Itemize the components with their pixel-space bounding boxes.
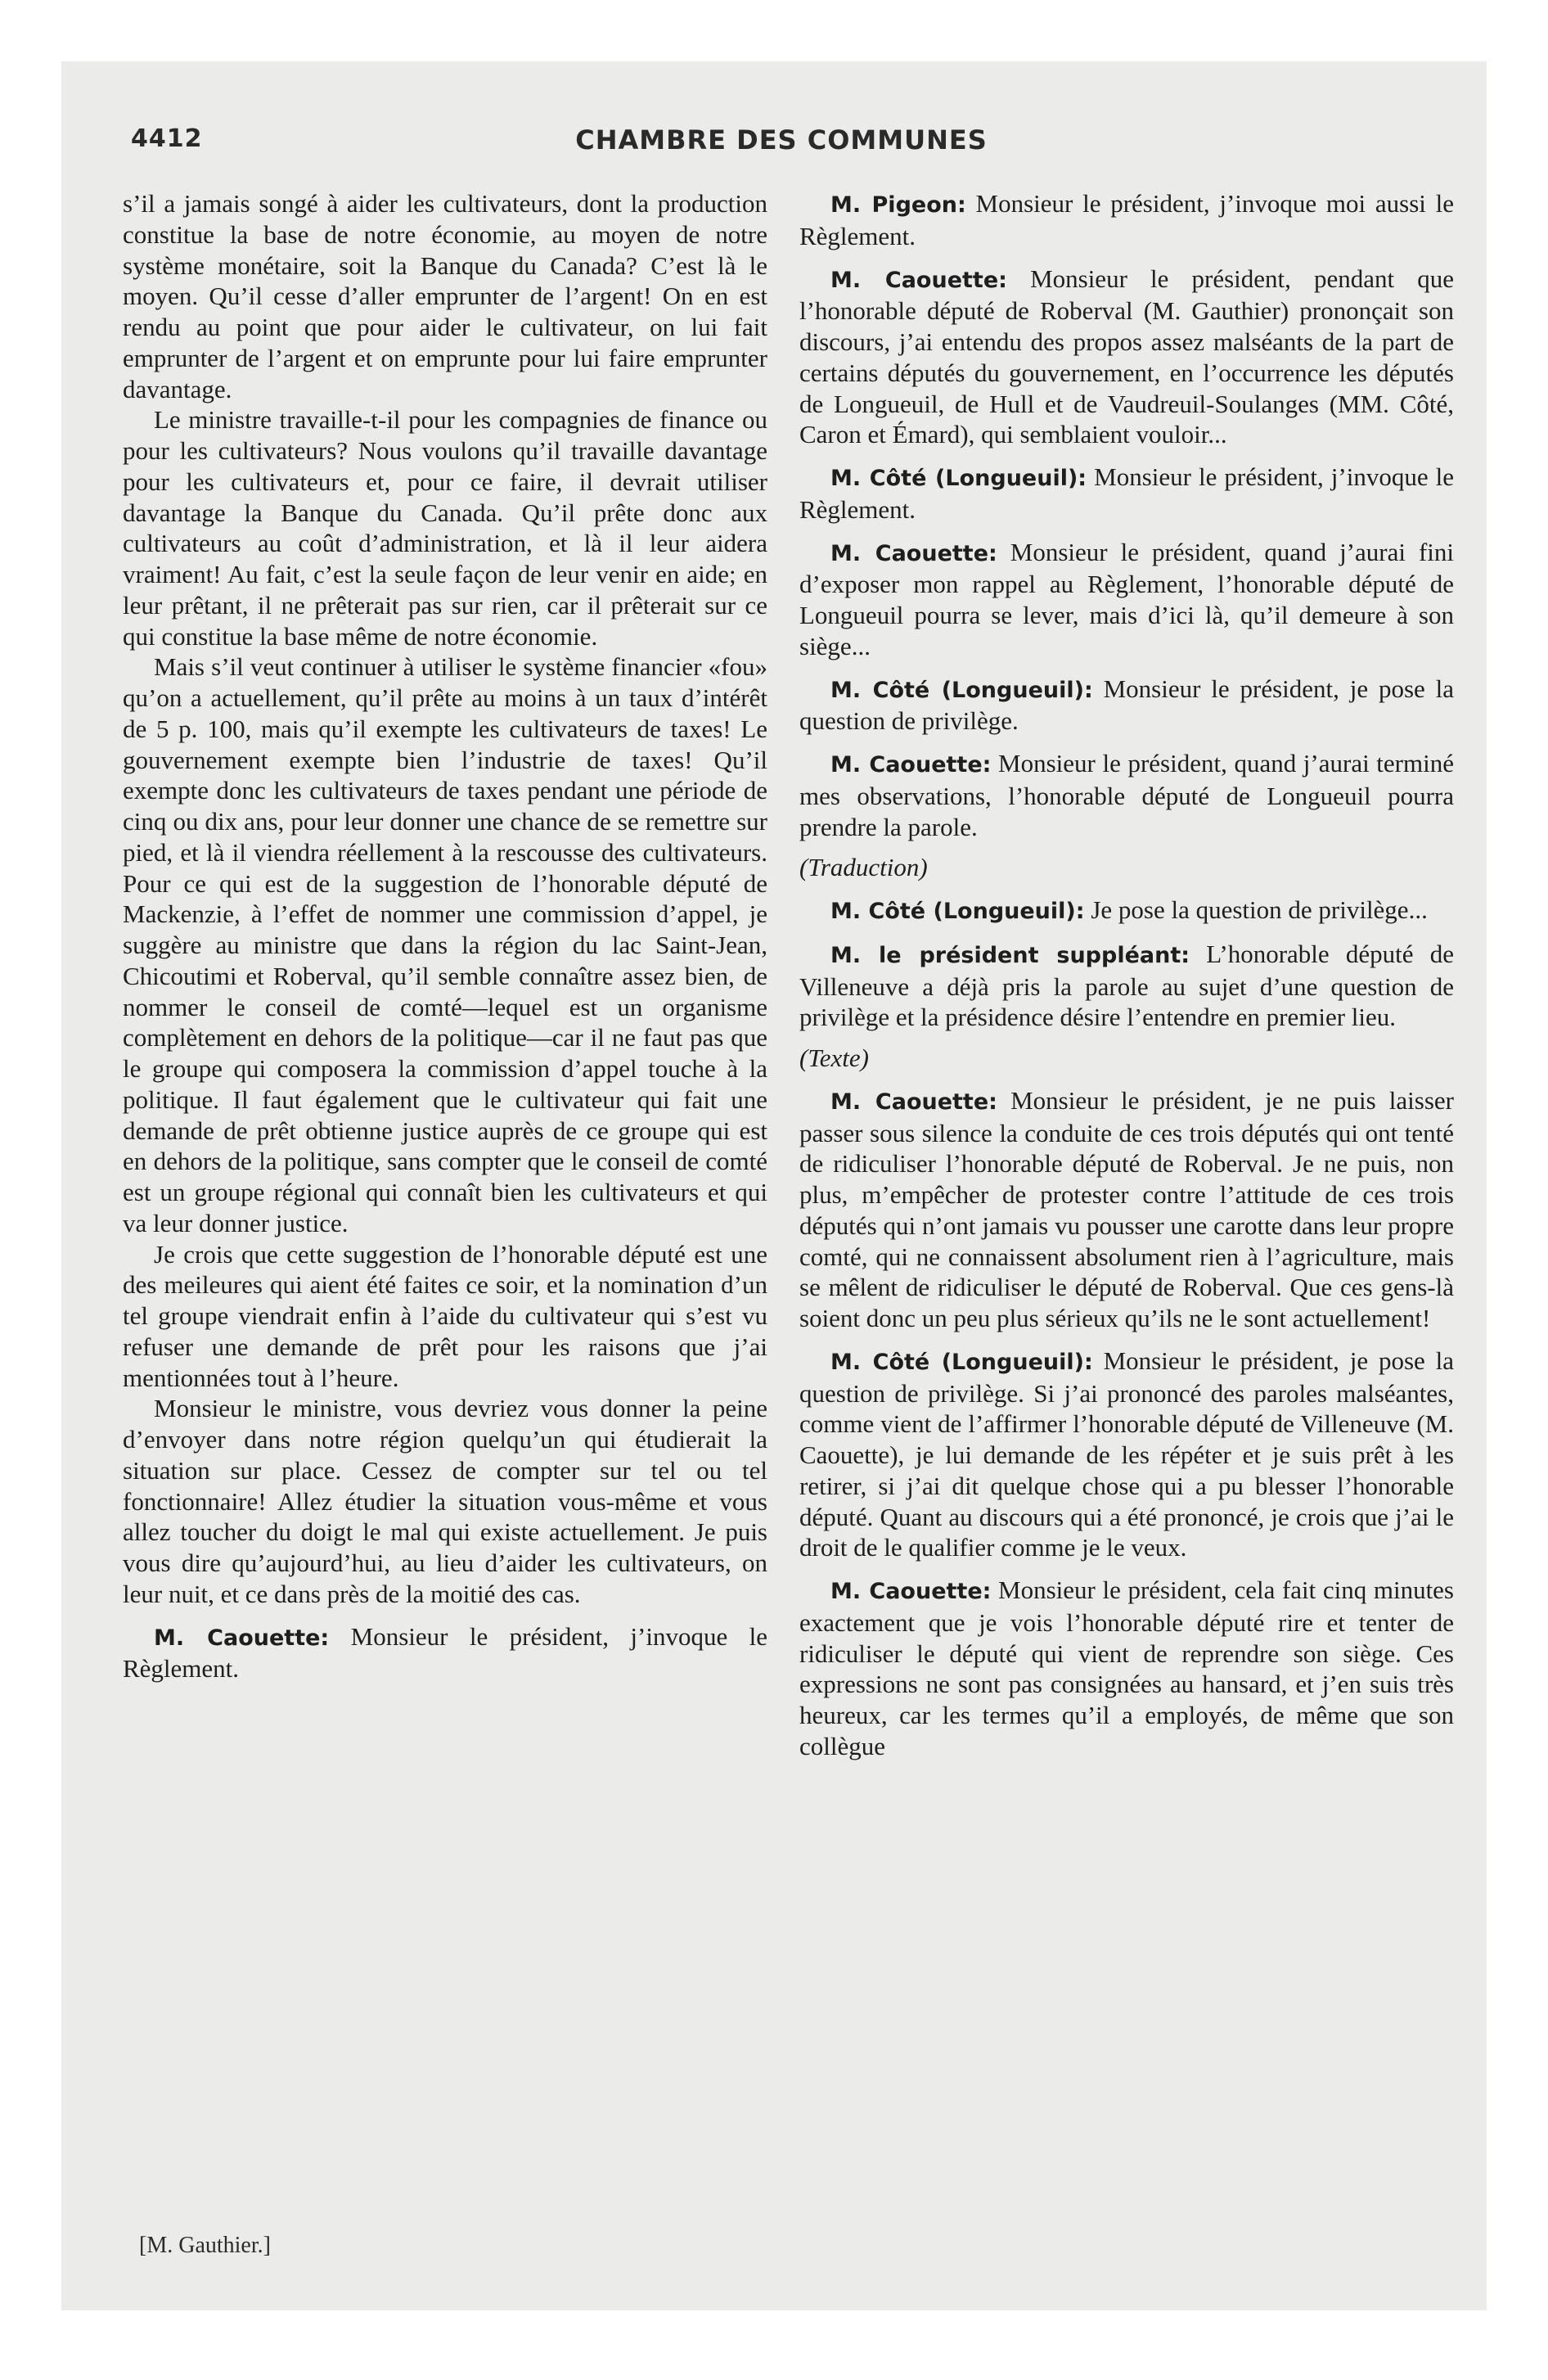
speech	[799, 537, 1454, 662]
paragraph: Monsieur le ministre, vous devriez vous donner la peine d’envoyer dans notre région quelqu’un qui étudierait la situation sur place. Cessez de compter sur tel ou tel fonctionnaire! Allez étudier la situation vous-même et vous allez toucher du doigt le mal qui existe actuellement. Je puis vous dire qu’aujourd’hui, au lieu d’aider les cultivateurs, on leur nuit, et ce dans près de la moitié des cas.	[123, 1394, 767, 1608]
speaker-name: M. Caouette:	[830, 540, 997, 566]
speech-text: Monsieur le président, j’invoque moi aussi le Règlement.	[799, 189, 1455, 250]
paragraph: Mais s’il veut continuer à utiliser le système financier «fou» qu’on a actuellement, qu’il prête au moins à un taux d’intérêt de 5 p. 100, mais qu’il exempte les cultivateurs de taxes! Le gouvernement exempte bien l’industrie de taxes! Qu’il exempte donc les cultivateurs de taxes pendant une période de cinq ou dix ans, pour leur donner une chance de se remettre sur pied, et là il viendra réellement à la rescousse des cultivateurs. Pour ce qui est de la suggestion de l’honorable député de Mackenzie, à l’effet de nommer une commission d’appel, je suggère au ministre que dans la région du lac Saint-Jean, Chicoutimi et Roberval, qu’il semble connaître assez bien, de nommer le conseil de comté—lequel est un organisme complètement en dehors de la politique—car il ne faut pas que le groupe qui composera la commission d’appel touche à la politique. Il faut également que le cultivateur qui fait une demande de prêt obtienne justice auprès de ce groupe qui est en dehors de la politique, sans compter que le conseil de comté est un groupe régional qui connaît bien les cultivateurs et qui va leur donner justice.	[123, 652, 767, 1237]
speech	[799, 264, 1454, 451]
section-label: (Traduction)	[799, 853, 928, 882]
speech	[799, 895, 1454, 927]
paragraph: s’il a jamais songé à aider les cultivateurs, dont la production constitue la base de notre économie, au moyen de notre système monétaire, soit la Banque du Canada? C’est là le moyen. Qu’il cesse d’aller emprunter de l’argent! On en est rendu au point que pour aider le cultivateur, on lui fait emprunter de l’argent et on emprunte pour lui faire emprunter davantage.	[123, 189, 767, 403]
speaker-name: M. Caouette:	[830, 752, 992, 778]
footer-note: [M. Gauthier.]	[139, 2233, 271, 2258]
speech-text: Monsieur le président, je pose la question de privilège. Si j’ai prononcé des paroles malséantes, comme vient de l’affirmer l’honorable député de Villeneuve (M. Caouette), je lui demande de les répéter et je suis prêt à les retirer, si j’ai dit quelque chose qui a pu blesser l’honorable député. Quant au discours qui a été prononcé, je crois que j’ai le droit de le qualifier comme je le veux.	[799, 1346, 1454, 1562]
speech-text: Monsieur le président, quand j’aurai fini d’exposer mon rappel au Règlement, l’honorable député de Longueuil pourra se lever, mais d’ici là, qu’il demeure à son siège...	[799, 537, 1454, 660]
speech	[799, 462, 1454, 525]
left-column	[123, 188, 767, 1684]
speaker-name: M. Caouette:	[154, 1625, 330, 1651]
speaker-name: M. le président suppléant:	[830, 942, 1190, 968]
right-column	[799, 188, 1454, 1762]
speech-text: Monsieur le président, j’invoque le Règlement.	[123, 1621, 767, 1684]
speech-text: L’honorable député de Villeneuve a déjà pris la parole au sujet d’une question de privilège et la présidence désire l’entendre en premier lieu.	[799, 939, 1454, 1032]
speech	[799, 748, 1454, 842]
speaker-name: M. Côté (Longueuil):	[830, 899, 1085, 924]
speech	[123, 1621, 767, 1685]
speech	[799, 674, 1454, 737]
speech-text: Monsieur le président, quand j’aurai terminé mes observations, l’honorable député de Longueuil pourra prendre la parole.	[799, 749, 1454, 841]
speech-text: Monsieur le président, cela fait cinq minutes exactement que je vois l’honorable député rire et tenter de ridiculiser le député qui vient de reprendre son siège. Ces expressions ne sont pas consignées au hansard, et j’en suis très heureux, car les termes qu’il a employés, de même que son collègue	[799, 1575, 1455, 1760]
paragraph: Le ministre travaille-t-il pour les compagnies de finance ou pour les cultivateurs? Nous voulons qu’il travaille davantage pour les cultivateurs et, pour ce faire, il devrait utiliser davantage la Banque du Canada. Qu’il prête donc aux cultivateurs au coût d’administration, et là il leur aidera vraiment! Au fait, c’est la seule façon de leur venir en aide; en leur prêtant, il ne prêterait pas sur rien, car il prêterait sur ce qui constitue la base même de notre économie.	[123, 405, 767, 651]
speech-text: Monsieur le président, pendant que l’honorable député de Roberval (M. Gauthier) prononçait son discours, j’ai entendu des propos assez malséants de la part de certains députés du gouvernement, en l’occurrence les députés de Longueuil, de Hull et de Vaudreuil-Soulanges (MM. Côté, Caron et Émard), qui semblaient vouloir...	[799, 264, 1454, 449]
speech	[799, 1346, 1454, 1563]
speaker-name: M. Pigeon:	[830, 192, 966, 218]
speech	[799, 1575, 1454, 1762]
speech	[799, 1085, 1454, 1334]
speaker-name: M. Caouette:	[830, 1089, 997, 1115]
speaker-name: M. Côté (Longueuil):	[830, 1349, 1093, 1375]
running-head: CHAMBRE DES COMMUNES	[575, 124, 988, 156]
speaker-name: M. Côté (Longueuil):	[830, 677, 1093, 703]
speech-text: Je pose la question de privilège...	[1091, 895, 1428, 924]
speaker-name: M. Caouette:	[830, 267, 1007, 293]
speaker-name: M. Caouette:	[830, 1579, 992, 1604]
speech-text: Monsieur le président, je pose la question de privilège.	[799, 674, 1454, 736]
paragraph: Je crois que cette suggestion de l’honorable député est une des meileures qui aient été faites ce soir, et la nomination d’un tel groupe viendrait enfin à l’aide du cultivateur qui s’est vu refuser une demande de prêt pour les raisons que j’ai mentionnées tout à l’heure.	[123, 1239, 767, 1392]
speech-text: Monsieur le président, je ne puis laisser passer sous silence la conduite de ces trois députés qui ont tenté de ridiculiser l’honorable député de Roberval. Je ne puis, non plus, m’empêcher de protester contre l’attitude de ces trois députés qui n’ont jamais vu pousser une carotte dans leur propre comté, qui ne connaissent absolument rien à l’agriculture, mais se mêlent de ridiculiser le député de Roberval. Que ces gens-là soient donc un peu plus sérieux qu’ils ne le sont actuellement!	[799, 1085, 1454, 1332]
section-label: (Texte)	[799, 1044, 869, 1072]
speech	[799, 939, 1454, 1033]
speaker-name: M. Côté (Longueuil):	[830, 466, 1087, 491]
speech-text: Monsieur le président, j’invoque le Règlement.	[799, 462, 1454, 524]
page-header	[131, 124, 1432, 164]
page-number: 4412	[131, 124, 203, 153]
speech	[799, 188, 1454, 252]
